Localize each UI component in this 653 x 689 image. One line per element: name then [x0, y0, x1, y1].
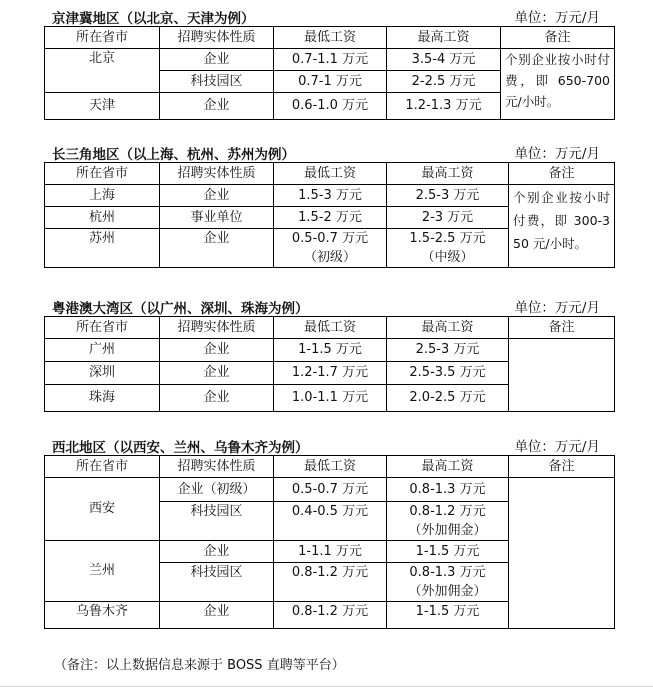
table-header-row [45, 163, 615, 185]
unit-label: 单位：万元/月 [514, 146, 600, 162]
section-title: 长三角地区（以上海、杭州、苏州为例） [52, 147, 295, 163]
header-note: 备注 [509, 456, 615, 478]
note-cell: 个别企业按小时付费，即 650-700 元/小时。 [501, 49, 615, 120]
city-cell: 乌鲁木齐 [45, 602, 160, 629]
salary-table [44, 26, 615, 120]
header-min: 最低工资 [274, 317, 387, 339]
min-cell [274, 229, 387, 268]
type-cell: 企业 [160, 385, 274, 412]
section-jingjinji [44, 6, 614, 120]
header-max: 最高工资 [387, 163, 509, 185]
type-cell: 企业 [160, 541, 274, 563]
max-cell [387, 563, 509, 602]
header-city: 所在省市 [45, 456, 160, 478]
min-cell: 0.8-1.2 万元 [274, 563, 387, 602]
min-cell: 1-1.1 万元 [274, 541, 387, 563]
min-level: （初级） [303, 250, 356, 265]
min-cell: 0.7-1 万元 [274, 71, 387, 93]
min-cell: 1-1.5 万元 [274, 339, 387, 362]
section-changsanjiao [44, 142, 614, 268]
type-cell: 事业单位 [160, 207, 274, 229]
type-cell: 企业 [160, 229, 274, 268]
section-title: 西北地区（以西安、兰州、乌鲁木齐为例） [52, 440, 309, 456]
header-max: 最高工资 [387, 317, 509, 339]
salary-table [44, 455, 615, 629]
header-type: 招聘实体性质 [160, 317, 274, 339]
section-xibei [44, 435, 614, 629]
unit-label: 单位：万元/月 [514, 439, 600, 455]
type-cell: 企业 [160, 362, 274, 385]
max-cell: 3.5-4 万元 [387, 49, 501, 71]
type-cell: 企业 [160, 339, 274, 362]
max-cell: 0.8-1.3 万元 [387, 478, 509, 502]
header-note: 备注 [501, 27, 615, 49]
max-extra: （外加佣金） [408, 584, 487, 599]
header-note: 备注 [509, 163, 615, 185]
note-cell: 个别企业按小时付费，即 300-350 元/小时。 [509, 185, 615, 268]
header-city: 所在省市 [45, 317, 160, 339]
header-max: 最高工资 [387, 27, 501, 49]
min-value: 0.5-0.7 万元 [291, 231, 369, 246]
type-cell: 企业（初级） [160, 478, 274, 502]
min-cell: 0.4-0.5 万元 [274, 502, 387, 541]
max-cell: 1-1.5 万元 [387, 541, 509, 563]
section-title: 粤港澳大湾区（以广州、深圳、珠海为例） [52, 301, 309, 317]
max-cell [387, 502, 509, 541]
city-cell: 北京 [45, 49, 160, 93]
header-type: 招聘实体性质 [160, 456, 274, 478]
max-cell: 2.5-3.5 万元 [387, 362, 509, 385]
city-cell: 杭州 [45, 207, 160, 229]
type-cell: 企业 [160, 93, 274, 120]
note-cell [509, 478, 615, 629]
header-max: 最高工资 [387, 456, 509, 478]
min-cell: 0.8-1.2 万元 [274, 602, 387, 629]
unit-label: 单位：万元/月 [514, 300, 600, 316]
salary-table [44, 316, 615, 412]
header-note: 备注 [509, 317, 615, 339]
min-cell: 0.7-1.1 万元 [274, 49, 387, 71]
header-type: 招聘实体性质 [160, 27, 274, 49]
min-cell: 1.5-2 万元 [274, 207, 387, 229]
unit-label: 单位：万元/月 [514, 10, 600, 26]
max-cell: 2-3 万元 [387, 207, 509, 229]
max-cell: 2.5-3 万元 [387, 185, 509, 207]
header-city: 所在省市 [45, 163, 160, 185]
table-row [45, 339, 615, 362]
table-header-row [45, 317, 615, 339]
max-cell: 1.2-1.3 万元 [387, 93, 501, 120]
page-edge-divider [0, 686, 653, 687]
max-value: 1.5-2.5 万元 [409, 231, 486, 246]
table-header-row [45, 456, 615, 478]
city-cell: 西安 [45, 478, 160, 541]
max-cell: 2.0-2.5 万元 [387, 385, 509, 412]
min-cell: 1.2-1.7 万元 [274, 362, 387, 385]
max-cell: 2.5-3 万元 [387, 339, 509, 362]
header-min: 最低工资 [274, 27, 387, 49]
table-row [45, 49, 615, 71]
table-header-row [45, 27, 615, 49]
max-value: 0.8-1.3 万元 [409, 565, 486, 580]
min-cell: 1.0-1.1 万元 [274, 385, 387, 412]
city-cell: 深圳 [45, 362, 160, 385]
city-cell: 苏州 [45, 229, 160, 268]
header-min: 最低工资 [274, 163, 387, 185]
type-cell: 科技园区 [160, 502, 274, 541]
type-cell: 科技园区 [160, 71, 274, 93]
table-row [45, 185, 615, 207]
min-cell: 0.6-1.0 万元 [274, 93, 387, 120]
city-cell: 天津 [45, 93, 160, 120]
max-extra: （外加佣金） [408, 523, 487, 538]
max-cell: 1-1.5 万元 [387, 602, 509, 629]
max-value: 0.8-1.2 万元 [409, 504, 486, 519]
header-type: 招聘实体性质 [160, 163, 274, 185]
city-cell: 上海 [45, 185, 160, 207]
type-cell: 企业 [160, 602, 274, 629]
max-cell: 2-2.5 万元 [387, 71, 501, 93]
section-title: 京津冀地区（以北京、天津为例） [52, 11, 255, 27]
max-level: （中级） [421, 250, 474, 265]
type-cell: 企业 [160, 185, 274, 207]
type-cell: 企业 [160, 49, 274, 71]
salary-table [44, 162, 615, 268]
city-cell: 兰州 [45, 541, 160, 602]
header-city: 所在省市 [45, 27, 160, 49]
city-cell: 珠海 [45, 385, 160, 412]
source-footnote: （备注：以上数据信息来源于 BOSS 直聘等平台） [54, 658, 345, 673]
table-row [45, 478, 615, 502]
max-cell [387, 229, 509, 268]
header-min: 最低工资 [274, 456, 387, 478]
section-yuegangao [44, 296, 614, 412]
min-cell: 1.5-3 万元 [274, 185, 387, 207]
type-cell: 科技园区 [160, 563, 274, 602]
note-cell [509, 339, 615, 412]
min-cell: 0.5-0.7 万元 [274, 478, 387, 502]
city-cell: 广州 [45, 339, 160, 362]
